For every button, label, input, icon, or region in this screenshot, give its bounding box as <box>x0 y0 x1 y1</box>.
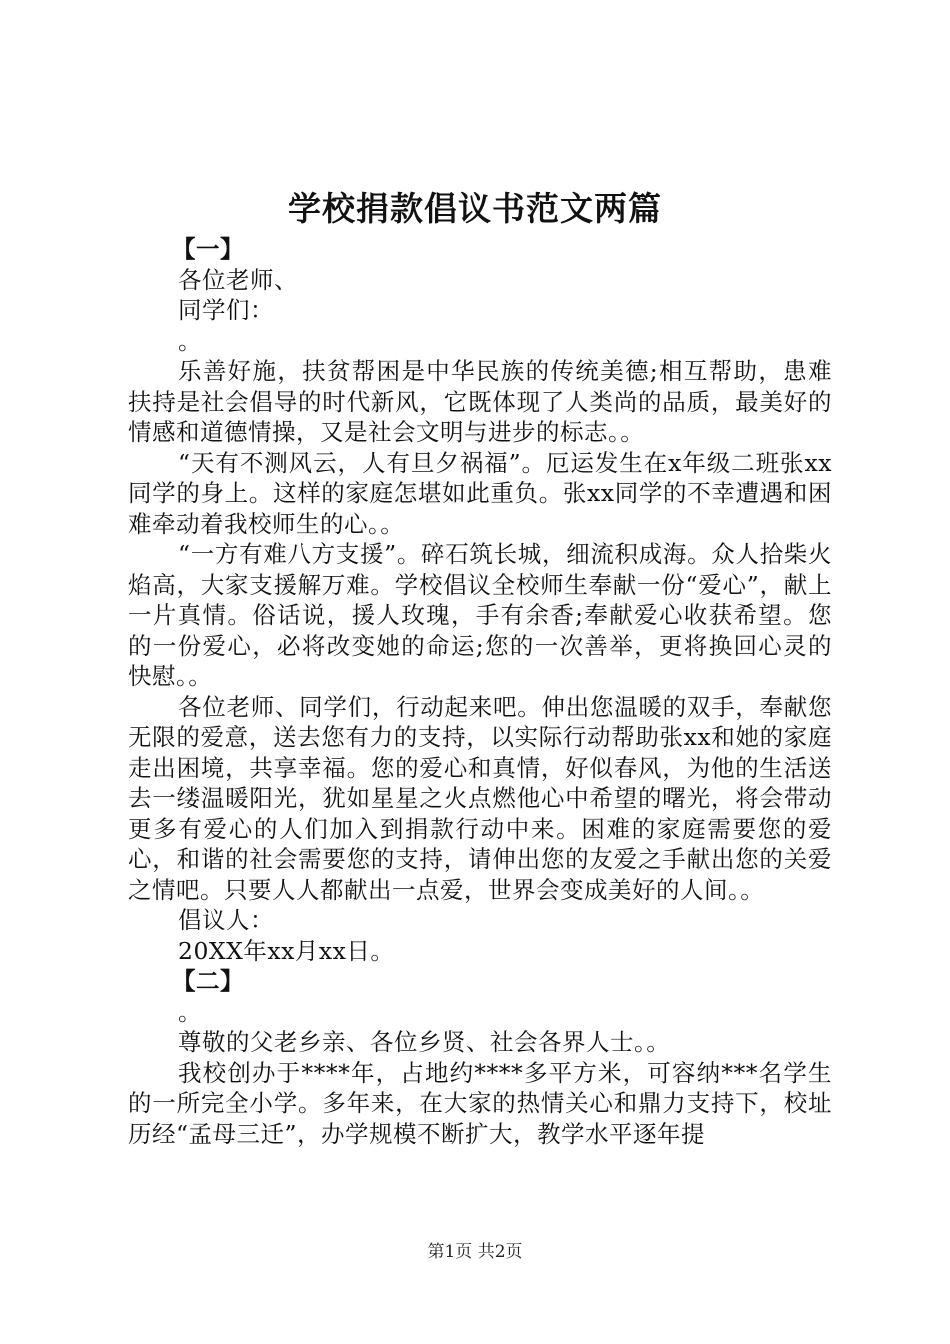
page-footer: 第1页 共2页 <box>427 1242 523 1262</box>
section-heading-2: 【二】 <box>172 967 244 995</box>
signature-label: 倡议人： <box>178 906 274 934</box>
document-body <box>128 234 832 1149</box>
paragraph-3: “一方有难八方支援”。碎石筑长城，细流积成海。众人拾柴火焰高，大家支援解万难。学校倡议全校师生奉献一份“爱心”，献上一片真情。俗话说，援人玫瑰，手有余香;奉献爱心收获希望。您的一份爱心，必将改变她的命运;您的一次善举，更将换回心灵的快慰。。 <box>128 540 832 690</box>
greeting-line-2: 同学们： <box>178 296 274 324</box>
section-heading-1: 【一】 <box>172 235 244 263</box>
paragraph-1: 乐善好施，扶贫帮困是中华民族的传统美德;相互帮助，患难扶持是社会倡导的时代新风，它既体现了人类尚的品质，最美好的情感和道德情操，又是社会文明与进步的标志。。 <box>128 357 832 446</box>
document-title: 学校捐款倡议书范文两篇 <box>288 189 662 228</box>
paragraph-5: 我校创办于****年，占地约****多平方米，可容纳***名学生的一所完全小学。多年来，在大家的热情关心和鼎力支持下，校址历经“孟母三迁”，办学规模不断扩大，教学水平逐年提 <box>128 1058 832 1148</box>
paragraph-2: “天有不测风云，人有旦夕祸福”。厄运发生在x年级二班张xx同学的身上。这样的家庭怎堪如此重负。张xx同学的不幸遭遇和困难牵动着我校师生的心。。 <box>128 448 832 538</box>
greeting-line-3: 尊敬的父老乡亲、各位乡贤、社会各界人士。。 <box>178 1028 671 1056</box>
paragraph-4: 各位老师、同学们，行动起来吧。伸出您温暖的双手，奉献您无限的爱意，送去您有力的支持，以实际行动帮助张xx和她的家庭走出困境，共享幸福。您的爱心和真情，好似春风，为他的生活送去一缕温暖阳光，犹如星星之火点燃他心中希望的曙光，将会带动更多有爱心的人们加入到捐款行动中来。困难的家庭需要您的爱心，和谐的社会需要您的支持，请伸出您的友爱之手献出您的关爱之情吧。只要人人都献出一点爱，世界会变成美好的人间。。 <box>128 692 832 904</box>
separator-dot-2: 。 <box>178 997 202 1026</box>
greeting-line-1: 各位老师、 <box>178 265 298 294</box>
signature-date: 20XX年xx月xx日。 <box>178 936 395 965</box>
separator-dot-1: 。 <box>178 326 202 355</box>
